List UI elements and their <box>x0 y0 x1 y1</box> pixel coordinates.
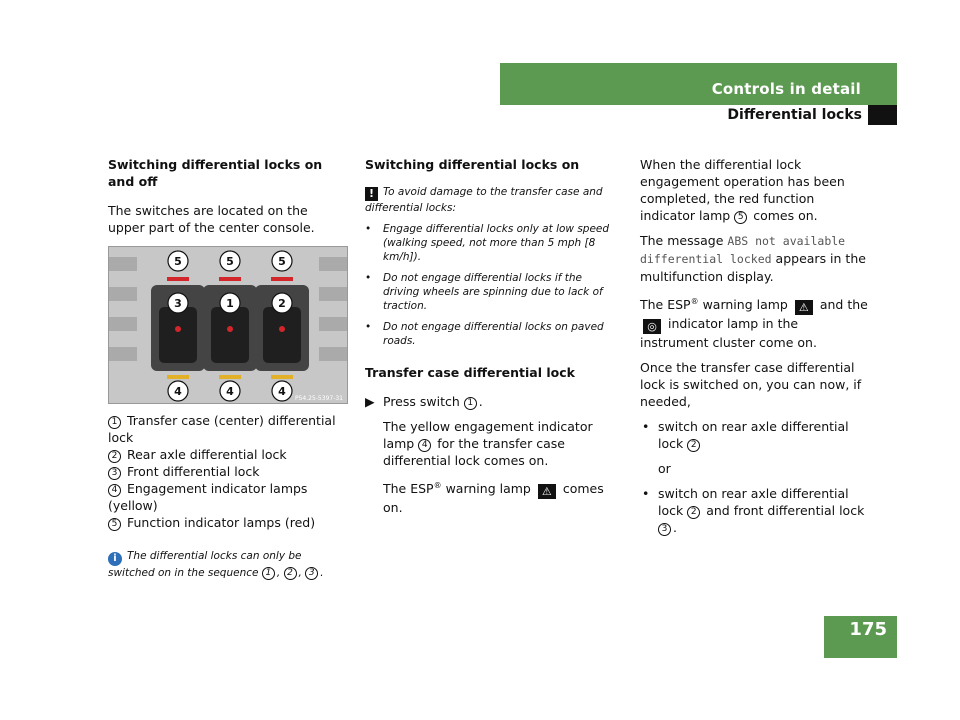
figure-label: 4 <box>278 385 286 398</box>
bullet-item: • switch on rear axle differential lock 2 <box>642 419 849 452</box>
legend-item: 5 Function indicator lamps (red) <box>108 514 348 531</box>
result-1: The yellow engagement indicator lamp 4 for the transfer case differential lock comes on. <box>383 419 593 468</box>
warning-item: • Do not engage differential locks on paved roads. <box>365 321 604 347</box>
chapter-title: Controls in detail <box>711 80 861 98</box>
figure-label: 1 <box>226 297 234 310</box>
warning-icon: ! <box>365 187 378 201</box>
heading-on-off: Switching differential locks on and off <box>108 157 323 189</box>
header-band <box>500 63 897 105</box>
esp-warning-icon: ⚠ <box>538 484 556 499</box>
column-1 <box>108 156 348 580</box>
figure-label: 5 <box>278 255 286 268</box>
bullet-item: • switch on rear axle differential lock 2 and front differential lock 3 . <box>642 486 865 536</box>
intro-paragraph: The switches are located on the upper part of the center console. <box>108 203 315 235</box>
column-2 <box>365 156 610 524</box>
or-text: or <box>658 461 671 477</box>
esp-warning-icon: ⚠ <box>795 300 813 315</box>
figure-label: 4 <box>174 385 182 398</box>
legend <box>108 412 348 531</box>
paragraph-2: The message ABS not available differential locked appears in the multifunction display. <box>640 233 866 284</box>
info-icon: i <box>108 552 122 566</box>
legend-item: 4 Engagement indicator lamps (yellow) <box>108 481 308 513</box>
step: ▶ Press switch 1 . <box>365 394 483 409</box>
section-marker <box>868 105 897 125</box>
figure-label: 5 <box>174 255 182 268</box>
legend-item: 3 Front differential lock <box>108 463 348 480</box>
legend-item: 1 Transfer case (center) differential lock <box>108 413 336 445</box>
indicator-lamp-icon: ◎ <box>643 319 661 334</box>
section-title: Differential locks <box>727 107 862 123</box>
figure-label: 2 <box>278 297 286 310</box>
step-arrow-icon: ▶ <box>365 394 375 409</box>
console-switches-figure <box>108 246 348 404</box>
legend-item: 2 Rear axle differential lock <box>108 446 348 463</box>
warning-note: ! To avoid damage to the transfer case and differential locks: • Engage differential locks only at low speed (walking speed, not more than 5 mph [8 km/h]). • Do not engage differential locks if the driving wheels are spinning due to lack of traction. • Do not engage differential locks on paved roads. <box>365 186 610 347</box>
figure-label: 5 <box>226 255 234 268</box>
info-note: i The differential locks can only be switched on in the sequence 1 , 2 , 3 . <box>108 550 324 579</box>
page-number-box <box>824 616 897 658</box>
subheading-transfer: Transfer case differential lock <box>365 365 575 380</box>
paragraph-3: The ESP® warning lamp ⚠ and the ◎ indicator lamp in the instrument cluster come on. <box>640 297 868 351</box>
warning-item: • Engage differential locks only at low speed (walking speed, not more than 5 mph [8 km/h]). <box>365 223 610 263</box>
result-2: The ESP® warning lamp ⚠ comes on. <box>383 481 604 516</box>
paragraph-1: When the differential lock engagement operation has been completed, the red function indicator lamp 5 comes on. <box>640 157 845 223</box>
paragraph-4: Once the transfer case differential lock is switched on, you can now, if needed, <box>640 360 862 410</box>
column-3 <box>640 156 870 544</box>
warning-item: • Do not engage differential locks if the driving wheels are spinning due to lack of traction. <box>365 272 603 312</box>
page-number: 175 <box>849 619 887 640</box>
figure-label: 4 <box>226 385 234 398</box>
figure-label: 3 <box>174 297 182 310</box>
figure-code: P54.25-5397-31 <box>294 395 343 402</box>
heading-on: Switching differential locks on <box>365 157 580 172</box>
